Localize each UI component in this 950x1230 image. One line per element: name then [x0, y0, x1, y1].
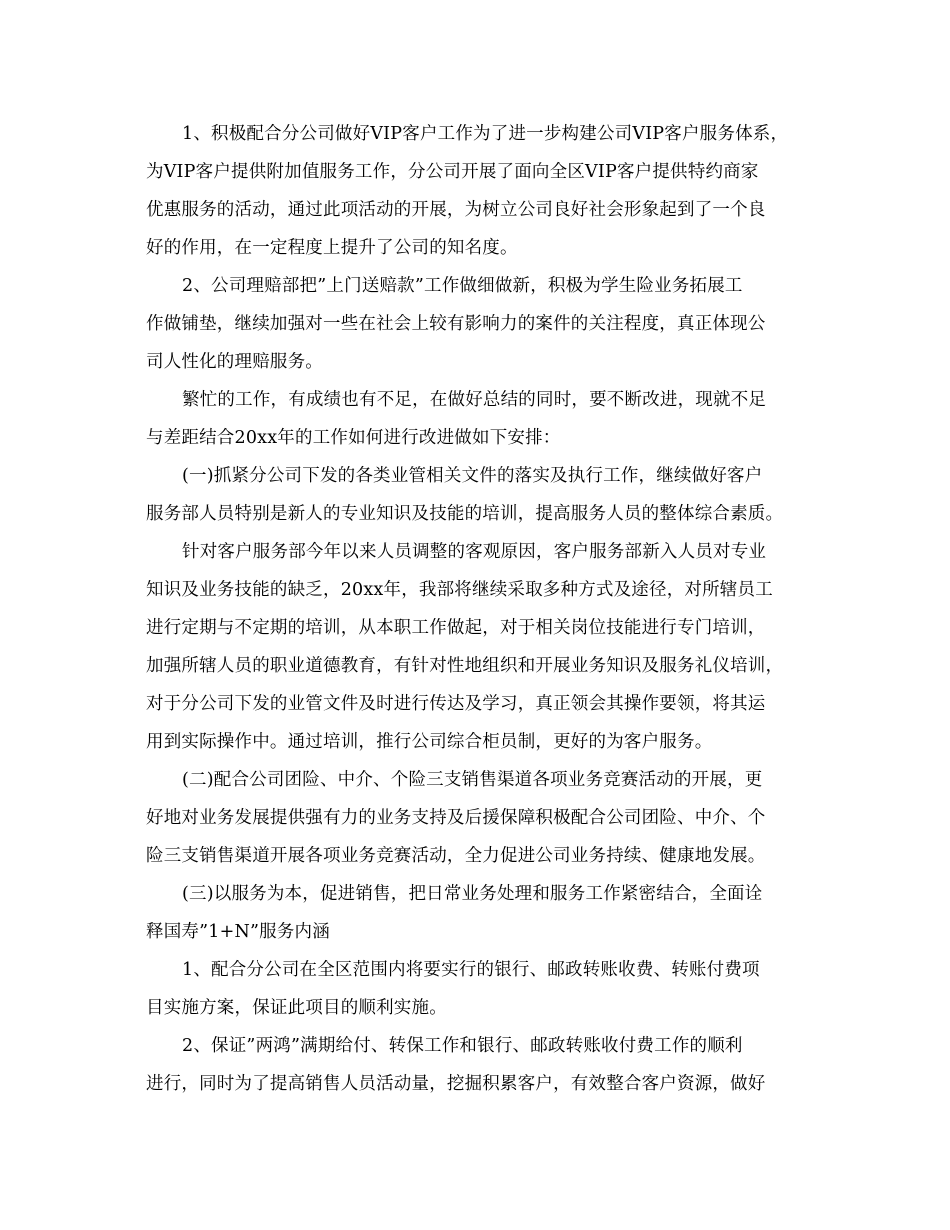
paragraph-line: 作做铺垫，继续加强对一些在社会上较有影响力的案件的关注程度，真正体现公: [146, 314, 766, 334]
paragraph-line: 针对客户服务部今年以来人员调整的客观原因，客户服务部新入人员对专业: [182, 542, 767, 562]
paragraph-line: 2、公司理赔部把”上门送赔款”工作做细做新，积极为学生险业务拓展工: [182, 276, 743, 296]
paragraph-line: 好的作用，在一定程度上提升了公司的知名度。: [146, 238, 518, 258]
paragraph-line: 险三支销售渠道开展各项业务竞赛活动，全力促进公司业务持续、健康地发展。: [146, 846, 766, 866]
paragraph-line: 好地对业务发展提供强有力的业务支持及后援保障积极配合公司团险、中介、个: [146, 808, 766, 828]
paragraph-line: 加强所辖人员的职业道德教育，有针对性地组织和开展业务知识及服务礼仪培训，: [146, 656, 784, 676]
paragraph-line: 1、积极配合分公司做好VIP客户工作为了进一步构建公司VIP客户服务体系，: [182, 124, 789, 144]
paragraph-line: (二)配合公司团险、中介、个险三支销售渠道各项业务竞赛活动的开展，更: [182, 770, 763, 790]
paragraph-line: 服务部人员特别是新人的专业知识及技能的培训，提高服务人员的整体综合素质。: [146, 504, 784, 524]
paragraph-line: (一)抓紧分公司下发的各类业管相关文件的落实及执行工作，继续做好客户: [182, 466, 763, 486]
paragraph-line: 优惠服务的活动，通过此项活动的开展，为树立公司良好社会形象起到了一个良: [146, 200, 766, 220]
paragraph-line: 进行，同时为了提高销售人员活动量，挖掘积累客户，有效整合客户资源，做好: [146, 1074, 766, 1094]
paragraph-line: 2、保证”两鸿”满期给付、转保工作和银行、邮政转账收付费工作的顺利: [182, 1036, 743, 1056]
paragraph-line: 知识及业务技能的缺乏，20xx年，我部将继续采取多种方式及途径，对所辖员工: [146, 580, 773, 600]
paragraph-line: 目实施方案，保证此项目的顺利实施。: [146, 998, 447, 1018]
paragraph-line: 为VIP客户提供附加值服务工作，分公司开展了面向全区VIP客户提供特约商家: [146, 162, 759, 182]
paragraph-line: 与差距结合20xx年的工作如何进行改进做如下安排：: [146, 428, 561, 448]
paragraph-line: (三)以服务为本，促进销售，把日常业务处理和服务工作紧密结合，全面诠: [182, 884, 763, 904]
paragraph-line: 1、配合分公司在全区范围内将要实行的银行、邮政转账收费、转账付费项: [182, 960, 760, 980]
paragraph-line: 用到实际操作中。通过培训，推行公司综合柜员制，更好的为客户服务。: [146, 732, 713, 752]
paragraph-line: 进行定期与不定期的培训，从本职工作做起，对于相关岗位技能进行专门培训，: [146, 618, 766, 638]
paragraph-line: 对于分公司下发的业管文件及时进行传达及学习，真正领会其操作要领，将其运: [146, 694, 766, 714]
paragraph-line: 司人性化的理赔服务。: [146, 352, 323, 372]
paragraph-line: 繁忙的工作，有成绩也有不足，在做好总结的同时，要不断改进，现就不足: [182, 390, 767, 410]
paragraph-line: 释国寿”1+N”服务内涵: [146, 922, 330, 942]
